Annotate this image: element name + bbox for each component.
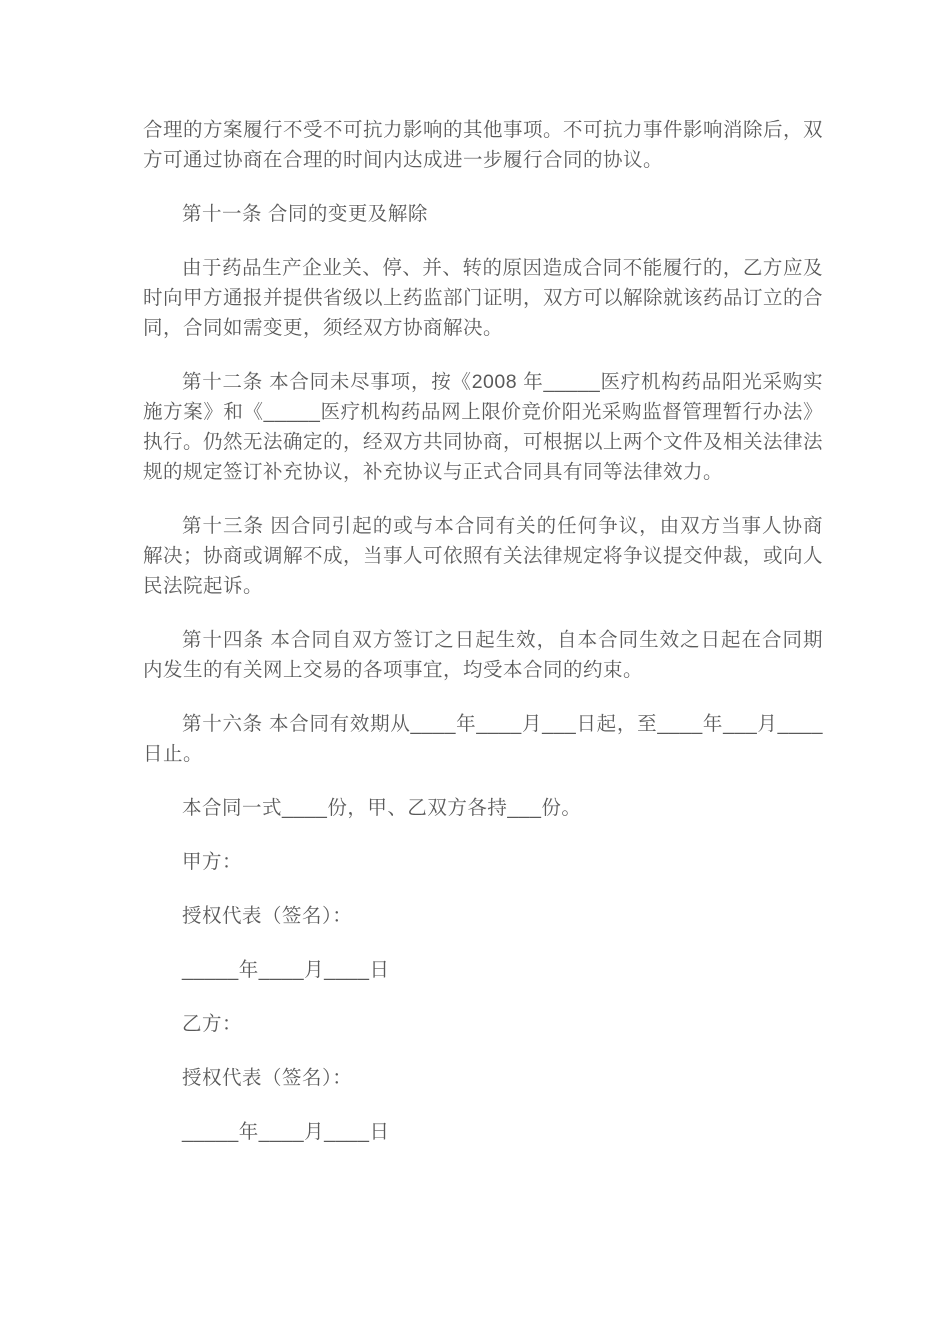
paragraph-party-b-label: 乙方： [182,1013,243,1035]
paragraph-party-b-date-blank: _____年____月____日 [182,1121,390,1143]
contract-text-body [143,115,823,1171]
paragraph-copies: 本合同一式____份，甲、乙双方各持___份。 [182,797,582,819]
paragraph-force-majeure-continuation: 合理的方案履行不受不可抗力影响的其他事项。不可抗力事件影响消除后，双方可通过协商在合理的时间内达成进一步履行合同的协议。 [143,119,824,171]
paragraph-party-a-label: 甲方： [182,851,243,873]
paragraph-clause-13: 第十三条 因合同引起的或与本合同有关的任何争议，由双方当事人协商解决；协商或调解不成，当事人可依照有关法律规定将争议提交仲裁，或向人民法院起诉。 [143,515,824,597]
paragraph-clause-11-body: 由于药品生产企业关、停、并、转的原因造成合同不能履行的，乙方应及时向甲方通报并提供省级以上药监部门证明，双方可以解除就该药品订立的合同，合同如需变更，须经双方协商解决。 [143,257,824,339]
paragraph-party-a-date-blank: _____年____月____日 [182,959,390,981]
paragraph-clause-12: 第十二条 本合同未尽事项，按《2008 年_____医疗机构药品阳光采购实施方案》和《_____医疗机构药品网上限价竞价阳光采购监督管理暂行办法》执行。仍然无法确定的，经双方共同协商，可根据以上两个文件及相关法律法规的规定签订补充协议，补充协议与正式合同具有同等法律效力。 [143,371,824,483]
paragraph-clause-16: 第十六条 本合同有效期从____年____月___日起，至____年___月____日止。 [143,713,823,765]
paragraph-party-b-representative-signature: 授权代表（签名）： [182,1067,353,1089]
paragraph-clause-11-heading: 第十一条 合同的变更及解除 [182,203,428,225]
paragraph-clause-14: 第十四条 本合同自双方签订之日起生效，自本合同生效之日起在合同期内发生的有关网上交易的各项事宜，均受本合同的约束。 [143,629,823,681]
paragraph-party-a-representative-signature: 授权代表（签名）： [182,905,353,927]
